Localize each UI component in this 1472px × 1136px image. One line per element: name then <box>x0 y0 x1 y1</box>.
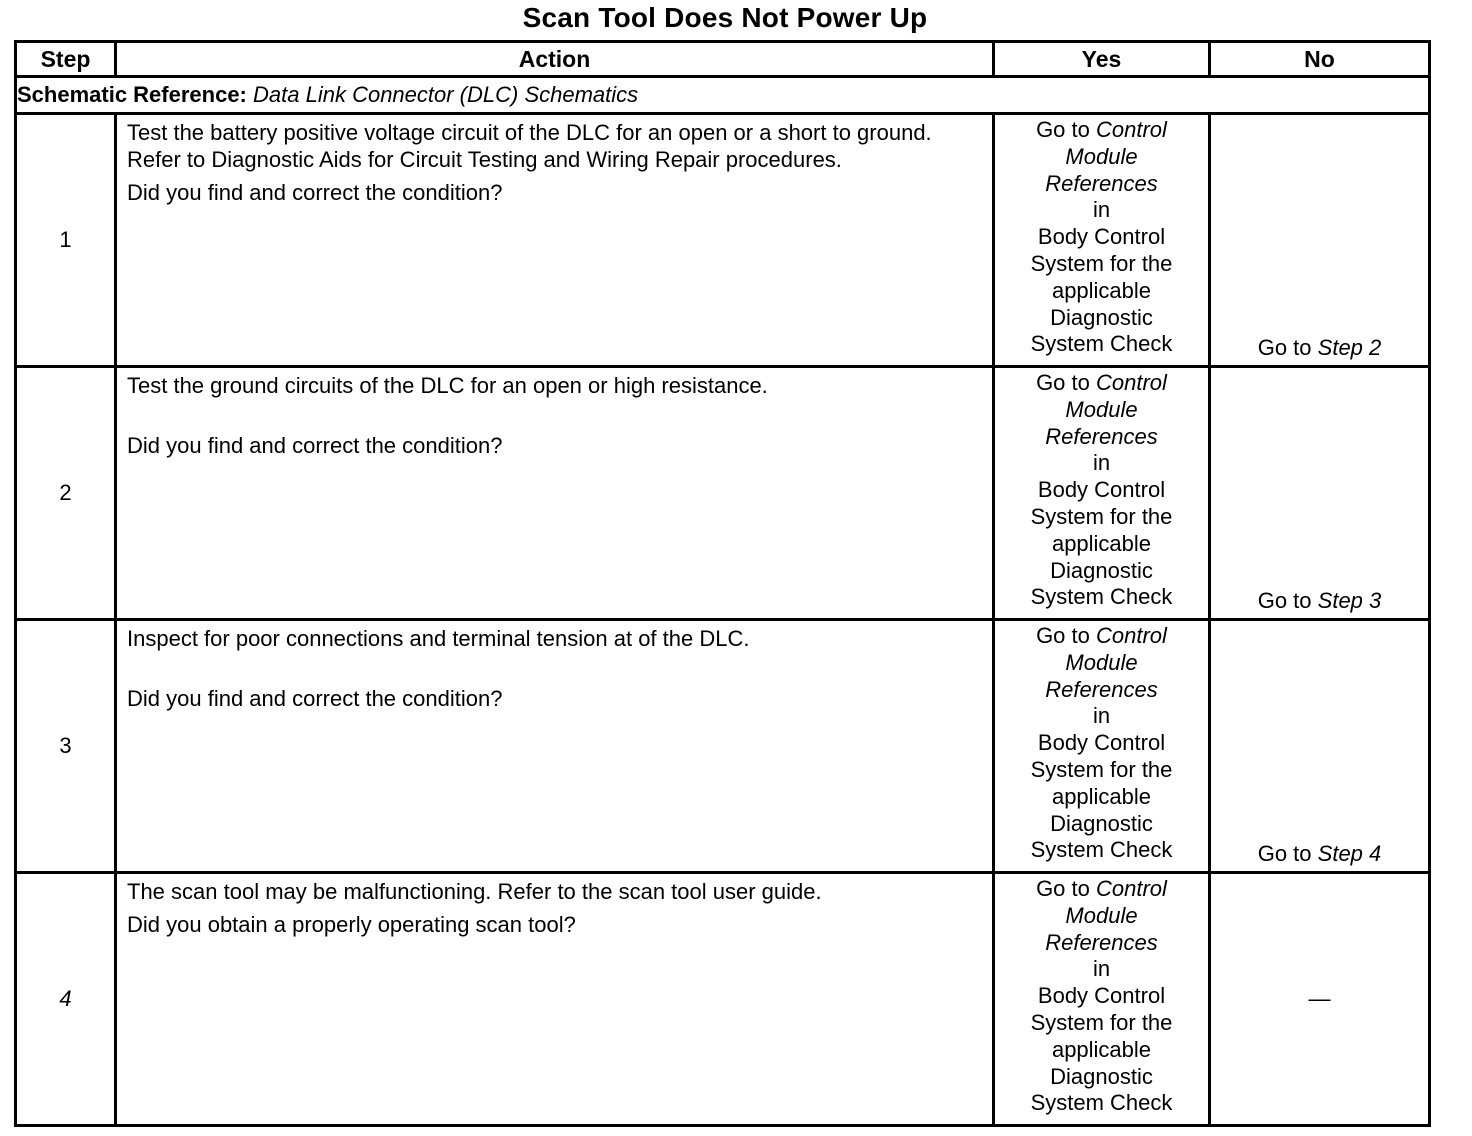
step-row-1 <box>16 114 1430 367</box>
header-row <box>16 42 1430 77</box>
step-no <box>1210 620 1430 873</box>
yes-system-for: System for the <box>1030 756 1173 782</box>
diagnostic-table <box>14 40 1431 1127</box>
yes-control-link: Control <box>1096 117 1167 142</box>
yes-diagnostic: Diagnostic <box>1050 557 1153 583</box>
yes-in: in <box>1092 956 1111 982</box>
yes-system-check: System Check <box>1030 1090 1173 1116</box>
yes-body-control: Body Control <box>1037 224 1166 250</box>
step-action <box>116 367 994 620</box>
step-number: 3 <box>16 620 116 873</box>
yes-diagnostic: Diagnostic <box>1050 304 1153 330</box>
yes-system-check: System Check <box>1030 331 1173 357</box>
yes-goto: Go to <box>1036 623 1090 648</box>
action-instruction: Inspect for poor connections and terminal tension at of the DLC. <box>127 626 750 651</box>
yes-applicable: applicable <box>1051 1036 1152 1062</box>
step-action <box>116 114 994 367</box>
header-step: Step <box>16 42 116 77</box>
action-question: Did you find and correct the condition? <box>127 180 503 205</box>
action-instruction: The scan tool may be malfunctioning. Refer to the scan tool user guide. <box>127 879 822 904</box>
yes-diagnostic: Diagnostic <box>1050 810 1153 836</box>
yes-control-link: Control <box>1096 623 1167 648</box>
yes-references: References <box>1045 170 1158 196</box>
yes-goto: Go to <box>1036 117 1090 142</box>
yes-goto: Go to <box>1036 370 1090 395</box>
yes-in: in <box>1092 703 1111 729</box>
step-row-4 <box>16 873 1430 1126</box>
yes-in: in <box>1092 197 1111 223</box>
step-row-3 <box>16 620 1430 873</box>
yes-goto: Go to <box>1036 876 1090 901</box>
action-instruction: Test the ground circuits of the DLC for an open or high resistance. <box>127 373 768 398</box>
page-title: Scan Tool Does Not Power Up <box>522 2 928 33</box>
no-goto: Go to <box>1257 335 1312 360</box>
step-number: 2 <box>16 367 116 620</box>
step-yes <box>994 873 1210 1126</box>
yes-applicable: applicable <box>1051 530 1152 556</box>
step-yes <box>994 114 1210 367</box>
step-number: 1 <box>16 114 116 367</box>
yes-references: References <box>1045 929 1158 955</box>
step-action <box>116 873 994 1126</box>
yes-system-check: System Check <box>1030 584 1173 610</box>
step-yes <box>994 367 1210 620</box>
step-no <box>1210 367 1430 620</box>
yes-module: Module <box>1065 396 1138 422</box>
step-number: 4 <box>16 873 116 1126</box>
yes-module: Module <box>1065 649 1138 675</box>
action-question: Did you find and correct the condition? <box>127 433 503 458</box>
yes-system-for: System for the <box>1030 250 1173 276</box>
step-no-dash: — <box>1210 873 1430 1126</box>
yes-system-check: System Check <box>1030 837 1173 863</box>
yes-applicable: applicable <box>1051 783 1152 809</box>
action-instruction: Test the battery positive voltage circuit of the DLC for an open or a short to ground. Refer to Diagnostic Aids for Circuit Testing and Wiring Repair procedures. <box>127 120 932 172</box>
yes-module: Module <box>1065 143 1138 169</box>
yes-system-for: System for the <box>1030 1009 1173 1035</box>
schematic-row <box>16 77 1430 114</box>
schematic-link: Data Link Connector (DLC) Schematics <box>253 82 639 107</box>
yes-body-control: Body Control <box>1037 477 1166 503</box>
yes-module: Module <box>1065 902 1138 928</box>
yes-references: References <box>1045 423 1158 449</box>
yes-body-control: Body Control <box>1037 730 1166 756</box>
yes-control-link: Control <box>1096 370 1167 395</box>
no-step-link: Step 3 <box>1317 588 1382 613</box>
yes-system-for: System for the <box>1030 503 1173 529</box>
step-row-2 <box>16 367 1430 620</box>
no-step-link: Step 2 <box>1317 335 1382 360</box>
yes-applicable: applicable <box>1051 277 1152 303</box>
no-step-link: Step 4 <box>1317 841 1382 866</box>
step-no <box>1210 114 1430 367</box>
step-yes <box>994 620 1210 873</box>
header-action: Action <box>116 42 994 77</box>
header-no: No <box>1210 42 1430 77</box>
step-action <box>116 620 994 873</box>
action-question: Did you obtain a properly operating scan tool? <box>127 912 576 937</box>
header-yes: Yes <box>994 42 1210 77</box>
yes-body-control: Body Control <box>1037 983 1166 1009</box>
no-goto: Go to <box>1257 841 1312 866</box>
schematic-reference <box>16 77 1430 114</box>
yes-control-link: Control <box>1096 876 1167 901</box>
yes-diagnostic: Diagnostic <box>1050 1063 1153 1089</box>
action-question: Did you find and correct the condition? <box>127 686 503 711</box>
no-goto: Go to <box>1257 588 1312 613</box>
schematic-label: Schematic Reference: <box>17 82 247 107</box>
yes-in: in <box>1092 450 1111 476</box>
yes-references: References <box>1045 676 1158 702</box>
